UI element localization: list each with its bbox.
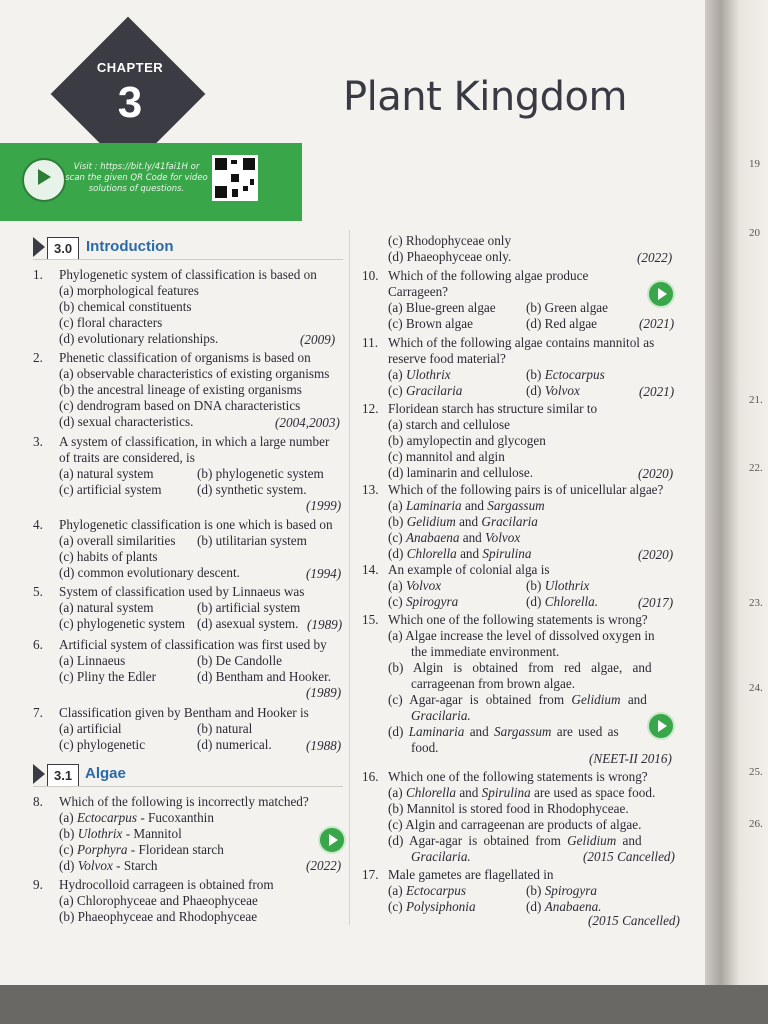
year-tag: (1989) <box>306 685 342 700</box>
adjacent-number: 21. <box>749 394 763 406</box>
option: (b) amylopectin and glycogen <box>388 433 546 448</box>
video-solution-icon[interactable] <box>647 280 675 308</box>
chapter-title: Plant Kingdom <box>343 74 627 120</box>
section-rule <box>33 786 343 787</box>
section-marker-icon <box>33 764 45 784</box>
option: (b) De Candolle <box>197 653 282 668</box>
question-stem: Classification given by Bentham and Hooker is <box>59 705 309 720</box>
option: (d) Laminaria and Sargassum are used as <box>388 724 619 739</box>
question-number: 16. <box>362 769 379 784</box>
option: (c) Rhodophyceae only <box>388 233 512 248</box>
option: (c) Brown algae <box>388 316 473 331</box>
option: (d) Volvox - Starch <box>59 858 158 873</box>
option: (d) Red algae <box>526 316 598 331</box>
question-number: 7. <box>33 705 43 720</box>
option: (b) phylogenetic system <box>197 466 324 481</box>
year-tag: (1989) <box>307 617 343 632</box>
adjacent-number: 25. <box>749 766 763 778</box>
year-tag: (NEET-II 2016) <box>589 751 672 766</box>
question-number: 1. <box>33 267 43 282</box>
question-number: 10. <box>362 268 379 283</box>
option: (c) mannitol and algin <box>388 449 505 464</box>
option: (c) Pliny the Edler <box>59 669 157 684</box>
year-tag: (1999) <box>306 498 342 513</box>
video-solution-icon[interactable] <box>647 712 675 740</box>
question-number: 3. <box>33 434 43 449</box>
option: (c) dendrogram based on DNA characteristics <box>59 398 301 413</box>
question-number: 11. <box>362 335 378 350</box>
chapter-label: CHAPTER <box>96 60 164 75</box>
question-stem: Artificial system of classification was first used by <box>59 637 327 652</box>
option: (b) Ectocarpus <box>526 367 605 382</box>
year-tag: (1994) <box>306 566 342 581</box>
year-tag: (2021) <box>639 384 675 399</box>
option: (a) natural system <box>59 600 154 615</box>
option: (b) natural <box>197 721 253 736</box>
question-number: 13. <box>362 482 379 497</box>
option: (c) phylogenetic <box>59 737 146 752</box>
question-number: 2. <box>33 350 43 365</box>
question-stem: Which of the following is incorrectly matched? <box>59 794 309 809</box>
year-tag: (2020) <box>638 466 674 481</box>
section-rule <box>33 259 343 260</box>
option: (d) asexual system. <box>197 616 299 631</box>
year-tag: (2022) <box>637 250 673 265</box>
option: (a) Ectocarpus - Fucoxanthin <box>59 810 214 825</box>
option: (d) Volvox <box>526 383 580 398</box>
year-tag: (2015 Cancelled) <box>583 849 675 864</box>
option: (c) Algin and carrageenan are products of algae. <box>388 817 642 832</box>
question-stem: Floridean starch has structure similar to <box>388 401 598 416</box>
option: (d) evolutionary relationships. <box>59 331 219 346</box>
question-number: 12. <box>362 401 379 416</box>
option: (d) synthetic system. <box>197 482 307 497</box>
option: (c) Polysiphonia <box>388 899 476 914</box>
year-tag: (2004,2003) <box>275 415 340 430</box>
question-stem: A system of classification, in which a large number <box>59 434 330 449</box>
option: (a) natural system <box>59 466 154 481</box>
year-tag: (2017) <box>638 595 674 610</box>
question-number: 14. <box>362 562 379 577</box>
year-tag: (2020) <box>638 547 674 562</box>
year-tag: (2009) <box>300 332 336 347</box>
adjacent-number: 24. <box>749 682 763 694</box>
option: (d) sexual characteristics. <box>59 414 194 429</box>
adjacent-page-edge <box>705 0 768 1024</box>
option: (b) Phaeophyceae and Rhodophyceae <box>59 909 258 924</box>
year-tag: (2022) <box>306 858 342 873</box>
adjacent-number: 19 <box>749 158 760 170</box>
option-cont: food. <box>411 740 439 755</box>
option: (a) overall similarities <box>59 533 176 548</box>
option: (a) morphological features <box>59 283 199 298</box>
option: (a) Laminaria and Sargassum <box>388 498 545 513</box>
section-name: Algae <box>85 765 126 782</box>
video-solution-icon[interactable] <box>318 826 346 854</box>
option: (c) artificial system <box>59 482 162 497</box>
section-number: 3.0 <box>47 237 79 260</box>
question-stem: Hydrocolloid carrageen is obtained from <box>59 877 274 892</box>
option: (a) Ectocarpus <box>388 883 467 898</box>
adjacent-number: 23. <box>749 597 763 609</box>
option: (a) Chlorella and Spirulina are used as space food. <box>388 785 656 800</box>
option: (d) Chlorella. <box>526 594 599 609</box>
question-stem: System of classification used by Linnaeus was <box>59 584 305 599</box>
qr-code-icon[interactable] <box>212 155 258 201</box>
visit-text: Visit : https://bit.ly/41fai1H or scan the given QR Code for video solutions of questions. <box>65 162 208 194</box>
option: (c) Porphyra - Floridean starch <box>59 842 224 857</box>
option: (a) Chlorophyceae and Phaeophyceae <box>59 893 258 908</box>
question-stem: Which one of the following statements is wrong? <box>388 612 648 627</box>
question-stem-cont: of traits are considered, is <box>59 450 195 465</box>
section-header-algae <box>33 764 233 785</box>
option: (b) Ulothrix - Mannitol <box>59 826 182 841</box>
option: (c) Agar-agar is obtained from Gelidium and <box>388 692 647 707</box>
option-cont: Gracilaria. <box>411 849 471 864</box>
option: (c) floral characters <box>59 315 163 330</box>
question-stem: Which of the following pairs is of unicellular algae? <box>388 482 664 497</box>
question-stem: Phenetic classification of organisms is based on <box>59 350 311 365</box>
section-number: 3.1 <box>47 764 79 787</box>
option: (b) Green algae <box>526 300 609 315</box>
question-number: 9. <box>33 877 43 892</box>
question-stem: Which of the following algae contains mannitol as <box>388 335 655 350</box>
question-stem: Phylogenetic system of classification is based on <box>59 267 317 282</box>
adjacent-number: 20 <box>749 227 760 239</box>
option: (b) Gelidium and Gracilaria <box>388 514 538 529</box>
option: (b) chemical constituents <box>59 299 192 314</box>
option: (b) the ancestral lineage of existing organisms <box>59 382 302 397</box>
option: (d) Anabaena. <box>526 899 602 914</box>
option: (b) artificial system <box>197 600 301 615</box>
option: (b) Spirogyra <box>526 883 597 898</box>
option: (a) Blue-green algae <box>388 300 496 315</box>
scan-bottom-strip <box>0 985 768 1024</box>
option: (a) Ulothrix <box>388 367 451 382</box>
question-number: 15. <box>362 612 379 627</box>
column-divider <box>349 230 350 925</box>
play-triangle-icon <box>38 169 51 185</box>
section-header-introduction <box>33 237 233 258</box>
section-marker-icon <box>33 237 45 257</box>
question-stem: Which of the following algae produce <box>388 268 589 283</box>
option: (a) observable characteristics of existing organisms <box>59 366 330 381</box>
option: (b) utilitarian system <box>197 533 307 548</box>
question-stem: An example of colonial alga is <box>388 562 550 577</box>
option: (d) common evolutionary descent. <box>59 565 240 580</box>
question-stem: Phylogenetic classification is one which is based on <box>59 517 333 532</box>
option: (b) Ulothrix <box>526 578 590 593</box>
option: (a) Algae increase the level of dissolved oxygen in <box>388 628 655 643</box>
question-number: 5. <box>33 584 43 599</box>
option: (c) Gracilaria <box>388 383 463 398</box>
option: (d) laminarin and cellulose. <box>388 465 534 480</box>
option: (d) numerical. <box>197 737 272 752</box>
question-stem: Male gametes are flagellated in <box>388 867 554 882</box>
chapter-number: 3 <box>117 78 143 127</box>
option: (d) Phaeophyceae only. <box>388 249 512 264</box>
question-number: 8. <box>33 794 43 809</box>
option: (c) Anabaena and Volvox <box>388 530 521 545</box>
option-cont: carrageenan from brown algae. <box>411 676 576 691</box>
option: (b) Algin is obtained from red algae, and <box>388 660 652 675</box>
adjacent-number: 22. <box>749 462 763 474</box>
year-tag: (2015 Cancelled) <box>588 913 680 928</box>
adjacent-number: 26. <box>749 818 763 830</box>
question-stem-cont: Carrageen? <box>388 284 449 299</box>
question-number: 17. <box>362 867 379 882</box>
section-name: Introduction <box>86 238 174 255</box>
option-cont: Gracilaria. <box>411 708 471 723</box>
option: (c) phylogenetic system <box>59 616 185 631</box>
option: (d) Bentham and Hooker. <box>197 669 332 684</box>
question-stem: Which one of the following statements is wrong? <box>388 769 648 784</box>
question-number: 6. <box>33 637 43 652</box>
option: (d) Agar-agar is obtained from Gelidium and <box>388 833 642 848</box>
option: (c) Spirogyra <box>388 594 459 609</box>
option: (a) Linnaeus <box>59 653 126 668</box>
year-tag: (1988) <box>306 738 342 753</box>
question-stem-cont: reserve food material? <box>388 351 506 366</box>
option: (a) artificial <box>59 721 122 736</box>
option: (d) Chlorella and Spirulina <box>388 546 532 561</box>
option-cont: the immediate environment. <box>411 644 560 659</box>
option: (b) Mannitol is stored food in Rhodophyceae. <box>388 801 629 816</box>
question-number: 4. <box>33 517 43 532</box>
option: (a) Volvox <box>388 578 442 593</box>
option: (a) starch and cellulose <box>388 417 510 432</box>
year-tag: (2021) <box>639 316 675 331</box>
option: (c) habits of plants <box>59 549 158 564</box>
